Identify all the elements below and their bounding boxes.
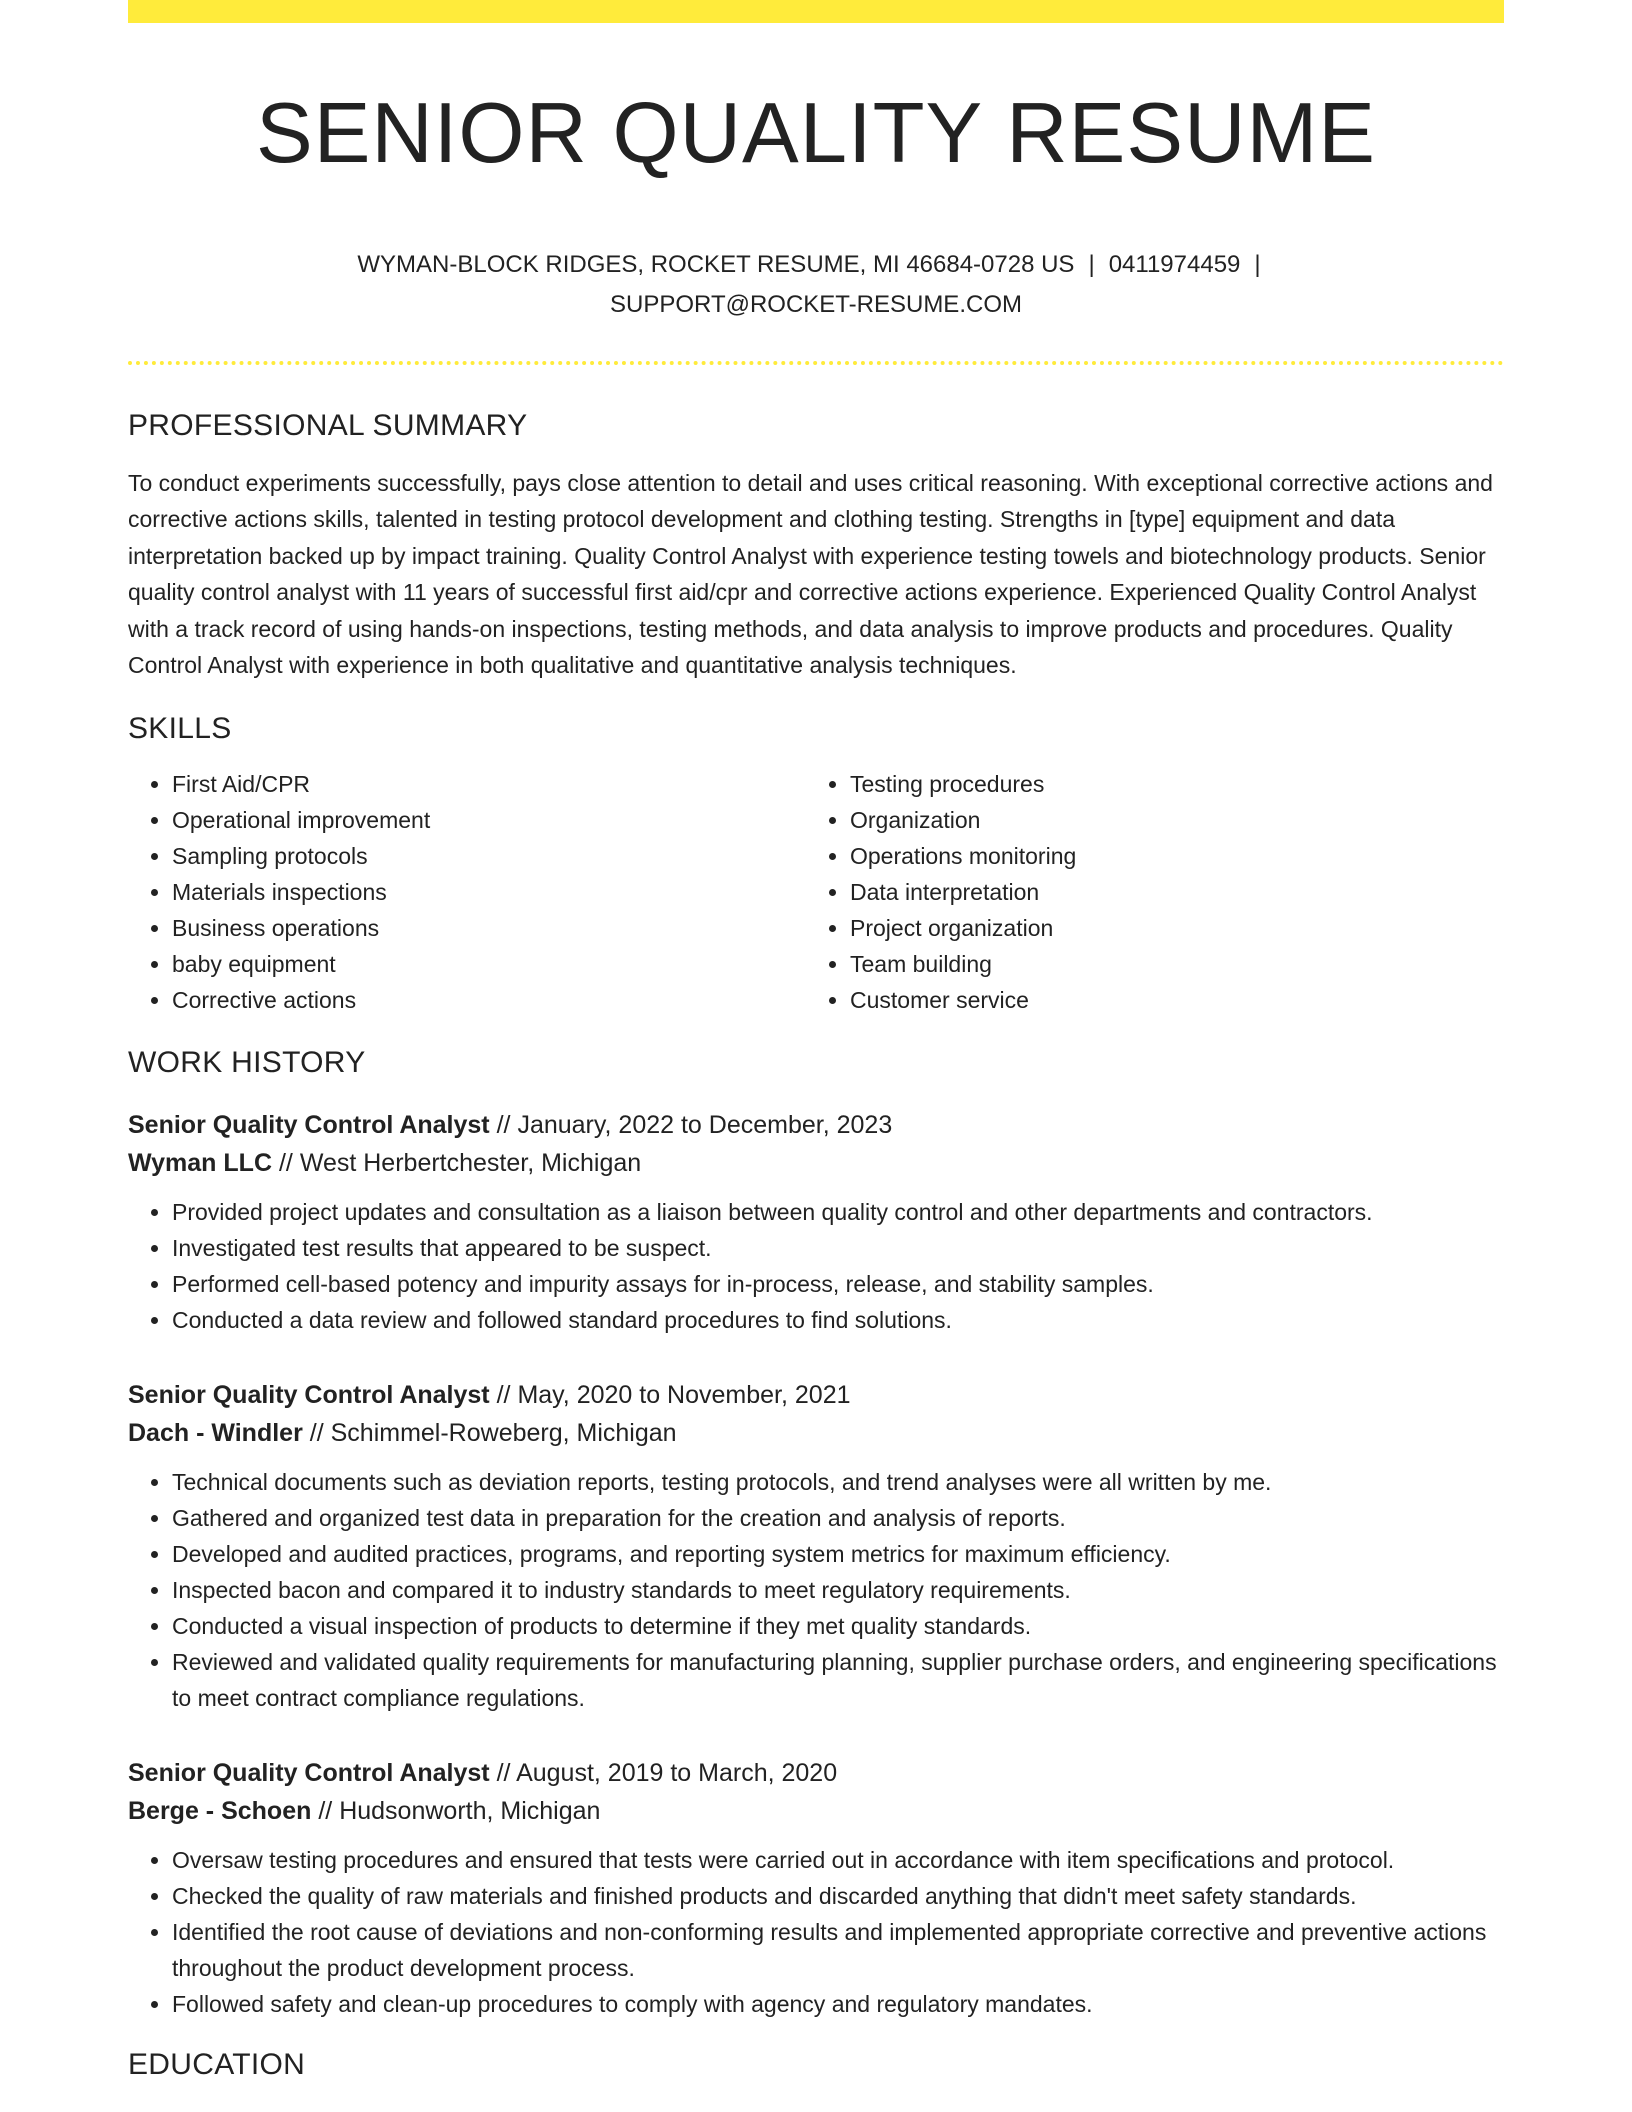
resume-page (128, 0, 1504, 2082)
job-company: Berge - Schoen (128, 1796, 312, 1825)
job-bullet: • Investigated test results that appeared to be suspect. (172, 1230, 1504, 1266)
contact-phone: 0411974459 (1108, 250, 1241, 278)
skill-item: • First Aid/CPR (172, 766, 806, 802)
job-bullet: • Conducted a data review and followed standard procedures to find solutions. (172, 1302, 1504, 1338)
job-location: Schimmel-Roweberg, Michigan (330, 1418, 677, 1447)
job-bullet: • Conducted a visual inspection of products to determine if they met quality standards. (172, 1608, 1504, 1644)
job-bullet: • Oversaw testing procedures and ensured that tests were carried out in accordance with item specifications and protocol. (172, 1842, 1504, 1878)
job-separator: // (318, 1796, 333, 1825)
job-separator: // (309, 1418, 324, 1447)
contact-line-2 (128, 285, 1504, 325)
education-heading: EDUCATION (128, 2047, 306, 2081)
contact-email: SUPPORT@ROCKET-RESUME.COM (610, 290, 1022, 318)
job-title: Senior Quality Control Analyst (128, 1380, 490, 1409)
job-dates: January, 2022 to December, 2023 (517, 1110, 893, 1139)
job-dates: August, 2019 to March, 2020 (516, 1758, 838, 1787)
job-company: Wyman LLC (128, 1148, 272, 1177)
job-title-line (128, 1106, 1504, 1144)
skill-item: • Business operations (172, 910, 806, 946)
skill-item: • baby equipment (172, 946, 806, 982)
accent-top-bar (128, 0, 1504, 23)
job-bullet: • Followed safety and clean-up procedures to comply with agency and regulatory mandates. (172, 1986, 1504, 2022)
job-company-line (128, 1414, 1504, 1452)
job-bullet: • Checked the quality of raw materials and finished products and discarded anything that didn't meet safety standards. (172, 1878, 1504, 1914)
job-bullet: • Gathered and organized test data in preparation for the creation and analysis of reports. (172, 1500, 1504, 1536)
skill-item: • Operational improvement (172, 802, 806, 838)
skill-item: • Organization (850, 802, 1484, 838)
skill-item: • Materials inspections (172, 874, 806, 910)
contact-separator: | (1088, 250, 1095, 278)
job-entry (128, 1754, 1504, 2022)
skill-item: • Customer service (850, 982, 1484, 1018)
job-title-line (128, 1376, 1504, 1414)
job-bullets (128, 1194, 1504, 1338)
skills-column-right (806, 766, 1484, 1018)
skill-item: • Team building (850, 946, 1484, 982)
job-company-line (128, 1792, 1504, 1830)
job-entry (128, 1106, 1504, 1338)
resume-title: SENIOR QUALITY RESUME (256, 86, 1376, 181)
job-bullets (128, 1842, 1504, 2022)
summary-heading: PROFESSIONAL SUMMARY (128, 408, 528, 442)
skills-column-left (128, 766, 806, 1018)
job-company: Dach - Windler (128, 1418, 303, 1447)
job-separator: // (278, 1148, 293, 1177)
skill-item: • Sampling protocols (172, 838, 806, 874)
job-location: Hudsonworth, Michigan (339, 1796, 601, 1825)
job-title: Senior Quality Control Analyst (128, 1758, 490, 1787)
job-bullets (128, 1464, 1504, 1716)
summary-text: To conduct experiments successfully, pays close attention to detail and uses critical reasoning. With exceptional corrective actions and corrective actions skills, talented in testing protocol development and clothing testing. Strengths in [type] equipment and data interpretation backed up by impact training. Quality Control Analyst with experience testing towels and biotechnology products. Senior quality control analyst with 11 years of successful first aid/cpr and corrective actions experience. Experienced Quality Control Analyst with a track record of using hands-on inspections, testing methods, and data analysis to improve products and procedures. Quality Control Analyst with experience in both qualitative and quantitative analysis techniques. (128, 469, 1493, 678)
job-bullet: • Technical documents such as deviation reports, testing protocols, and trend analyses were all written by me. (172, 1464, 1504, 1500)
skill-item: • Project organization (850, 910, 1484, 946)
job-title: Senior Quality Control Analyst (128, 1110, 490, 1139)
job-bullet: • Identified the root cause of deviations and non-conforming results and implemented appropriate corrective and preventive actions throughout the product development process. (172, 1914, 1504, 1986)
contact-address: WYMAN-BLOCK RIDGES, ROCKET RESUME, MI 46684-0728 US (357, 250, 1075, 278)
skill-item: • Testing procedures (850, 766, 1484, 802)
job-entry (128, 1376, 1504, 1716)
job-bullet: • Performed cell-based potency and impurity assays for in-process, release, and stability samples. (172, 1266, 1504, 1302)
dotted-divider (128, 361, 1504, 365)
skills-list (128, 766, 1504, 1018)
contact-line-1 (128, 245, 1504, 285)
job-dates: May, 2020 to November, 2021 (517, 1380, 851, 1409)
skill-item: • Operations monitoring (850, 838, 1484, 874)
job-separator: // (496, 1110, 511, 1139)
job-company-line (128, 1144, 1504, 1182)
job-separator: // (496, 1380, 511, 1409)
job-bullet: • Inspected bacon and compared it to industry standards to meet regulatory requirements. (172, 1572, 1504, 1608)
contact-info (128, 245, 1504, 325)
job-location: West Herbertchester, Michigan (299, 1148, 642, 1177)
job-bullet: • Provided project updates and consultation as a liaison between quality control and other departments and contractors. (172, 1194, 1504, 1230)
job-separator: // (496, 1758, 511, 1787)
job-bullet: • Reviewed and validated quality requirements for manufacturing planning, supplier purchase orders, and engineering specifications to meet contract compliance regulations. (172, 1644, 1504, 1716)
work-history-heading: WORK HISTORY (128, 1045, 366, 1079)
job-title-line (128, 1754, 1504, 1792)
job-bullet: • Developed and audited practices, programs, and reporting system metrics for maximum efficiency. (172, 1536, 1504, 1572)
skills-heading: SKILLS (128, 711, 232, 745)
contact-separator: | (1254, 250, 1261, 278)
skill-item: • Data interpretation (850, 874, 1484, 910)
skill-item: • Corrective actions (172, 982, 806, 1018)
